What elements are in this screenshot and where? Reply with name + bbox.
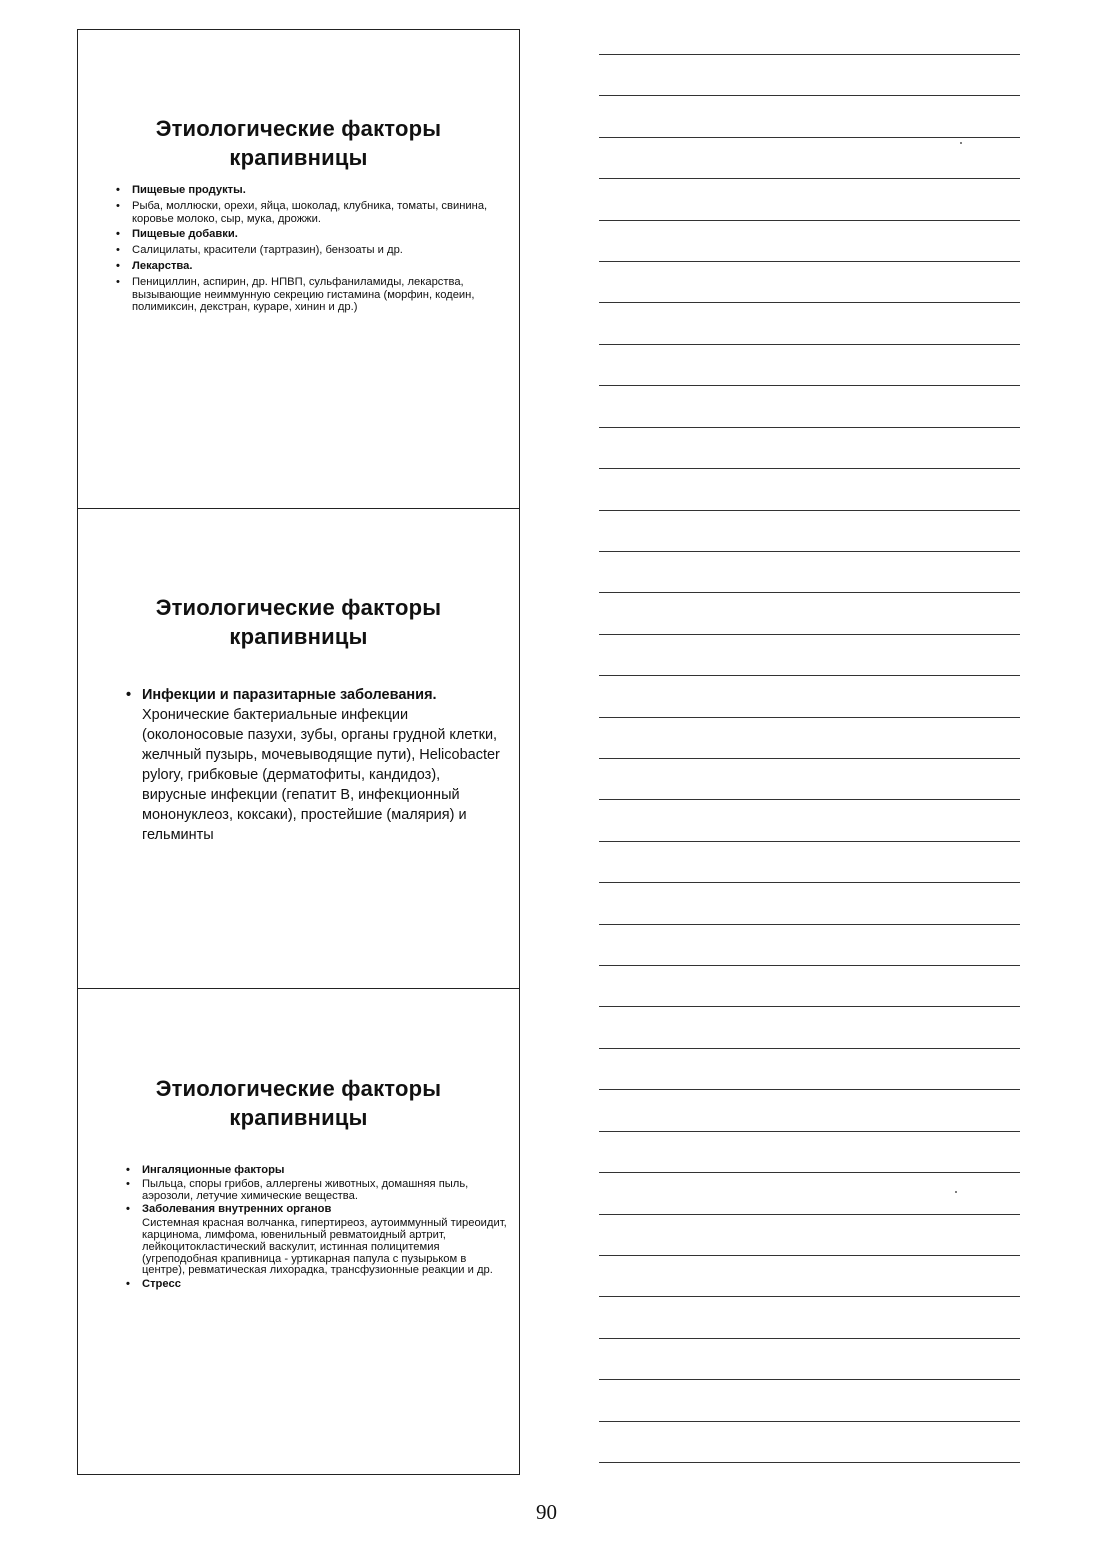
scan-speck [955, 1191, 957, 1193]
note-line [599, 1421, 1020, 1422]
note-line [599, 302, 1020, 303]
note-line [599, 178, 1020, 179]
bullet-heading: • Заболевания внутренних органов [124, 1204, 509, 1216]
note-line [599, 427, 1020, 428]
note-line [599, 634, 1020, 635]
bullet-heading: • Стресс [124, 1279, 509, 1291]
note-line [599, 54, 1020, 55]
note-line [599, 95, 1020, 96]
note-line [599, 841, 1020, 842]
note-line [599, 385, 1020, 386]
note-line [599, 965, 1020, 966]
note-line [599, 261, 1020, 262]
note-line [599, 551, 1020, 552]
note-line [599, 344, 1020, 345]
slide-2 [78, 508, 519, 988]
note-line [599, 717, 1020, 718]
note-line [599, 758, 1020, 759]
slide-title: Этиологические факторы крапивницы [155, 116, 442, 170]
bullet-continuation: Системная красная волчанка, гипертиреоз, аутоиммунный тиреоидит, карцинома, лимфома, ювенильный ревматоидный артрит, лейкоцитокластический васкулит, истинная полицитемия (угреподобная крапивница - уртикарная папула с пузырьком в центре), ревматическая лихорадка, трансфузионные реакции и др. [142, 1217, 507, 1277]
note-line [599, 1006, 1020, 1007]
bullet-item: • Рыба, моллюски, орехи, яйца, шоколад, клубника, томаты, свинина, коровье молоко, сыр, мука, дрожжи. [114, 200, 504, 226]
note-line [599, 1296, 1020, 1297]
slide-bullet-list [124, 685, 504, 845]
note-line [599, 592, 1020, 593]
note-line [599, 1131, 1020, 1132]
note-line [599, 924, 1020, 925]
bullet-heading: • Инфекции и паразитарные заболевания. [124, 685, 504, 705]
slide-title: Этиологические факторы крапивницы [155, 1076, 442, 1130]
scan-speck [960, 142, 962, 144]
bullet-item: • Пыльца, споры грибов, аллергены животных, домашняя пыль, аэрозоли, летучие химические вещества. [124, 1179, 509, 1203]
note-line [599, 510, 1020, 511]
note-line [599, 882, 1020, 883]
bullet-item: • Салицилаты, красители (тартразин), бензоаты и др. [114, 244, 504, 257]
slides-column [77, 29, 520, 1475]
note-line [599, 1214, 1020, 1215]
note-line [599, 1379, 1020, 1380]
bullet-heading: • Ингаляционные факторы [124, 1165, 509, 1177]
note-line [599, 1172, 1020, 1173]
note-line [599, 1462, 1020, 1463]
slide-title: Этиологические факторы крапивницы [155, 595, 442, 649]
note-line [599, 468, 1020, 469]
slide-bullet-list [124, 1165, 509, 1293]
slide-bullet-list [114, 184, 504, 317]
note-line [599, 1255, 1020, 1256]
note-line [599, 1338, 1020, 1339]
bullet-heading: • Пищевые продукты. [114, 184, 504, 197]
page-number: 90 [536, 1500, 557, 1524]
bullet-heading: • Лекарства. [114, 260, 504, 273]
bullet-heading: • Пищевые добавки. [114, 228, 504, 241]
note-line [599, 1048, 1020, 1049]
note-line [599, 220, 1020, 221]
slide-1 [78, 30, 519, 508]
note-line [599, 1089, 1020, 1090]
bullet-continuation: Хронические бактериальные инфекции (околоносовые пазухи, зубы, органы грудной клетки, желчный пузырь, мочевыводящие пути), Helicobacter pylory, грибковые (дерматофиты, кандидоз), вирусные инфекции (гепатит В, инфекционный мононуклеоз, коксаки), простейшие (малярия) и гельминты [142, 707, 500, 843]
note-line [599, 137, 1020, 138]
notes-lines-area [599, 0, 1020, 1480]
note-line [599, 675, 1020, 676]
note-line [599, 799, 1020, 800]
bullet-item: • Пенициллин, аспирин, др. НПВП, сульфаниламиды, лекарства, вызывающие неиммунную секрецию гистамина (морфин, кодеин, полимиксин, декстран, кураре, хинин и др.) [114, 276, 504, 314]
slide-3 [78, 988, 519, 1474]
